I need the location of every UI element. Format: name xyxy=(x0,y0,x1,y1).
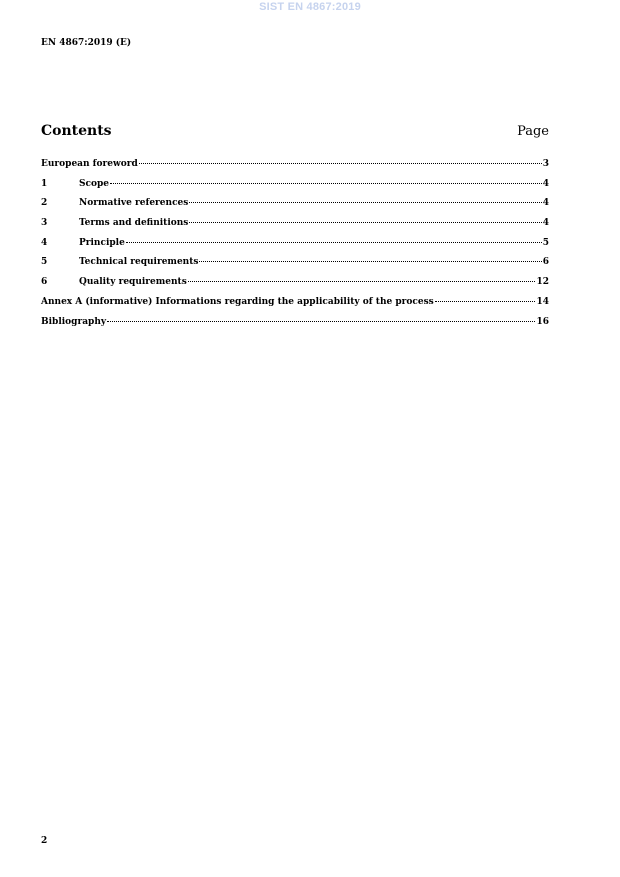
toc-entry-title: Terms and definitions xyxy=(79,218,189,229)
contents-header xyxy=(41,121,549,142)
toc-dot-leader xyxy=(189,201,541,203)
toc-dot-leader xyxy=(110,182,542,184)
toc-entry-page: 5 xyxy=(542,237,549,248)
toc-entry-annex-a[interactable] xyxy=(41,293,549,313)
page-column-label: Page xyxy=(517,124,549,139)
toc-entry-title: Normative references xyxy=(79,198,189,209)
table-of-contents xyxy=(41,155,549,332)
toc-entry-terms-and-definitions[interactable] xyxy=(41,214,549,234)
toc-entry-number: 5 xyxy=(41,257,48,268)
toc-entry-title: Technical requirements xyxy=(79,257,199,268)
page-number: 2 xyxy=(41,836,48,846)
toc-dot-leader xyxy=(139,162,542,164)
toc-entry-page: 16 xyxy=(536,316,549,327)
document-identifier: EN 4867:2019 (E) xyxy=(41,38,132,48)
toc-entry-number: 2 xyxy=(41,198,48,209)
watermark: SIST EN 4867:2019 xyxy=(259,1,361,13)
toc-entry-number: 4 xyxy=(41,237,48,248)
toc-entry-page: 6 xyxy=(542,257,549,268)
toc-entry-number: 6 xyxy=(41,277,48,288)
toc-dot-leader xyxy=(188,280,536,282)
toc-entry-title: Scope xyxy=(79,178,110,189)
toc-entry-page: 4 xyxy=(542,218,549,229)
toc-dot-leader xyxy=(189,221,541,223)
toc-entry-normative-references[interactable] xyxy=(41,194,549,214)
contents-title: Contents xyxy=(41,123,112,139)
toc-entry-principle[interactable] xyxy=(41,234,549,254)
toc-entry-title: Bibliography xyxy=(41,316,107,327)
toc-entry-bibliography[interactable] xyxy=(41,313,549,333)
toc-dot-leader xyxy=(107,320,535,322)
toc-dot-leader xyxy=(199,260,541,262)
toc-entry-title: Annex A (informative) Informations regarding the applicability of the process xyxy=(41,296,434,307)
toc-entry-technical-requirements[interactable] xyxy=(41,253,549,273)
toc-entry-page: 3 xyxy=(542,159,549,169)
toc-entry-title: Principle xyxy=(79,237,125,248)
toc-entry-page: 4 xyxy=(542,198,549,209)
toc-entry-number: 3 xyxy=(41,218,48,229)
toc-entry-scope[interactable] xyxy=(41,175,549,195)
toc-dot-leader xyxy=(126,241,542,243)
toc-entry-page: 14 xyxy=(536,296,549,307)
toc-entry-foreword[interactable] xyxy=(41,155,549,175)
toc-entry-page: 12 xyxy=(536,277,549,288)
toc-entry-title: Quality requirements xyxy=(79,277,187,288)
toc-entry-number: 1 xyxy=(41,178,48,189)
toc-entry-quality-requirements[interactable] xyxy=(41,273,549,293)
toc-entry-page: 4 xyxy=(542,178,549,189)
toc-entry-title: European foreword xyxy=(41,159,138,169)
toc-dot-leader xyxy=(435,300,536,302)
